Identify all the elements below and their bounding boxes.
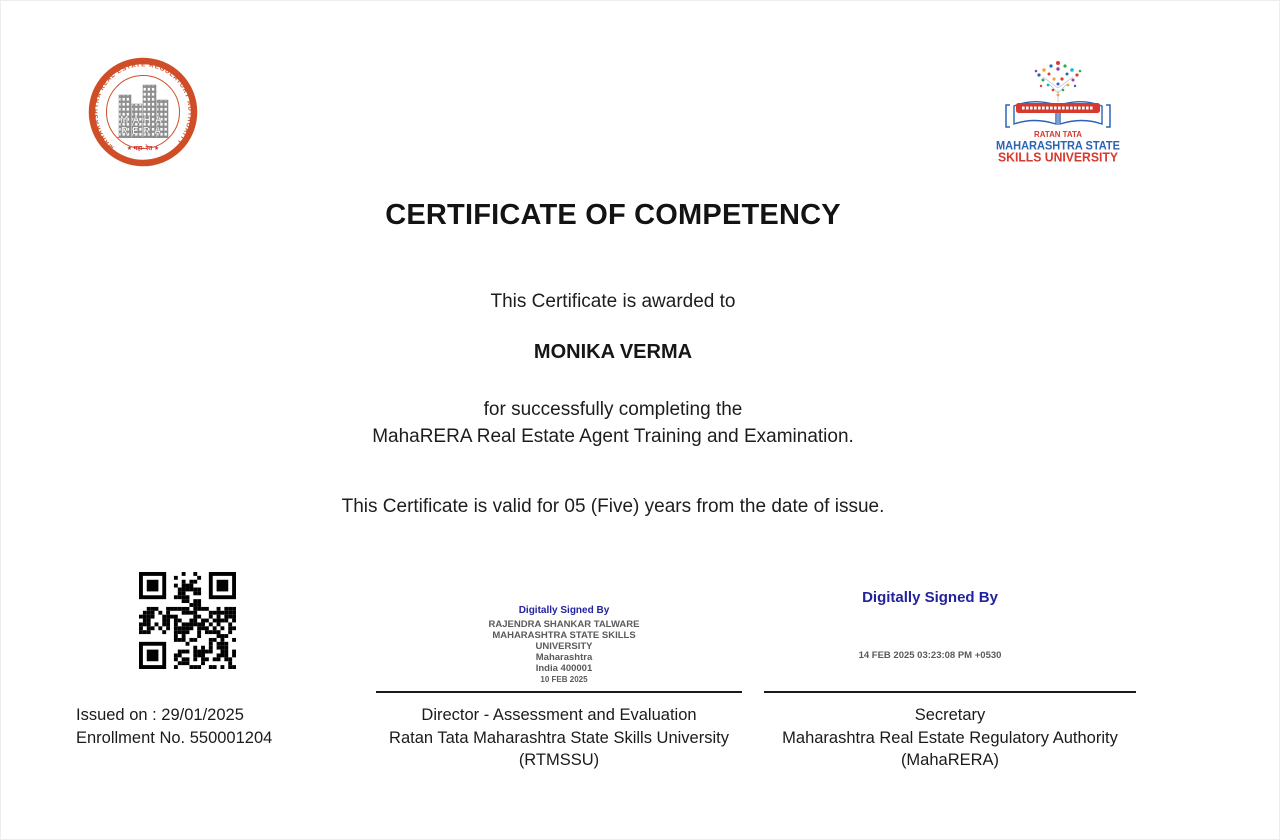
rtmssu-open-book (1006, 102, 1110, 127)
secretary-org: Maharashtra Real Estate Regulatory Authority (782, 728, 1118, 747)
director-org-abbr: (RTMSSU) (518, 751, 600, 769)
rtmssu-dots-tree (1035, 61, 1082, 102)
maharera-word-maha: MAHA (120, 115, 166, 126)
recipient-name: MONIKA VERMA (533, 341, 693, 363)
qr-code-image (139, 572, 236, 669)
secretary-title: Secretary (914, 706, 986, 724)
validity-line: This Certificate is valid for 05 (Five) years from the date of issue. (341, 496, 885, 517)
signer-state: Maharashtra (535, 652, 593, 663)
certificate-title: CERTIFICATE OF COMPETENCY (385, 199, 841, 231)
director-designation (359, 704, 759, 772)
signer-name: RAJENDRA SHANKAR TALWARE (488, 619, 640, 630)
qr-code (139, 572, 236, 669)
issue-details (76, 704, 272, 750)
maharera-logo-icon (88, 56, 198, 168)
enrollment-number-text: Enrollment No. 550001204 (76, 729, 273, 747)
signer-org-line-1: MAHARASHTRA STATE SKILLS (492, 630, 636, 641)
rtmssu-logo-icon (994, 59, 1122, 163)
signature-block-director (414, 605, 714, 684)
rtmssu-line-skills-university: SKILLS UNIVERSITY (998, 149, 1119, 163)
maharera-hindi-text: ★ महा- रेरा ★ (126, 146, 160, 152)
secretary-org-abbr: (MahaRERA) (900, 751, 1000, 769)
secretary-designation (750, 704, 1150, 772)
rtmssu-line-maharashtra-state: MAHARASHTRA STATE (996, 138, 1120, 153)
signature-line-secretary (764, 691, 1136, 693)
rtmssu-line-ratan-tata: RATAN TATA (1034, 129, 1082, 139)
completion-line-1: for successfully completing the (483, 399, 743, 420)
completion-statement (1, 396, 1225, 450)
signer-org-line-2: UNIVERSITY (535, 641, 593, 652)
maharera-ring-text: MAHARASHTRA REAL ESTATE REGULATORY AUTHORITY (92, 61, 194, 151)
issued-on-text: Issued on : 29/01/2025 (76, 706, 244, 724)
completion-line-2: MahaRERA Real Estate Agent Training and Examination. (372, 426, 854, 447)
digitally-signed-by-label-middle: Digitally Signed By (518, 605, 610, 616)
digitally-signed-by-label-right: Digitally Signed By (862, 589, 998, 606)
signature-date-middle: 10 FEB 2025 (540, 675, 588, 684)
director-title: Director - Assessment and Evaluation (421, 706, 697, 724)
signature-block-secretary (780, 589, 1080, 661)
signature-date-right: 14 FEB 2025 03:23:08 PM +0530 (858, 650, 1002, 661)
signature-line-director (376, 691, 742, 693)
signer-country-pin: India 400001 (535, 663, 593, 674)
director-org: Ratan Tata Maharashtra State Skills University (389, 728, 729, 747)
awarded-to-line: This Certificate is awarded to (490, 291, 736, 312)
maharera-word-rera: RERA (120, 126, 166, 137)
